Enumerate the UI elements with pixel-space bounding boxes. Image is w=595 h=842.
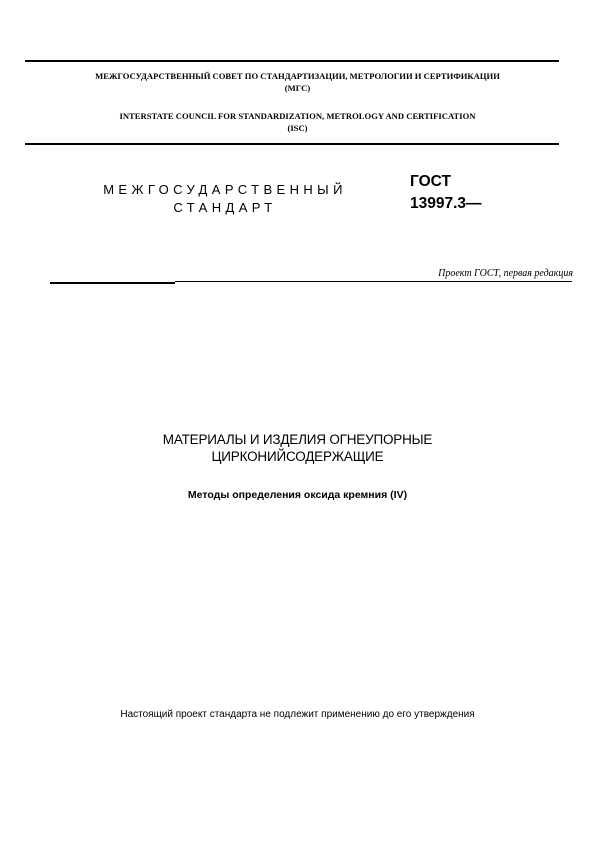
- header-rule: [25, 143, 559, 145]
- draft-notice: Настоящий проект стандарта не подлежит применению до его утверждения: [120, 709, 475, 720]
- document-title-line1: МАТЕРИАЛЫ И ИЗДЕЛИЯ ОГНЕУПОРНЫЕ: [162, 432, 433, 447]
- council-en-abbr: (ISC): [287, 123, 308, 133]
- council-ru: МЕЖГОСУДАРСТВЕННЫЙ СОВЕТ ПО СТАНДАРТИЗАЦИИ, МЕТРОЛОГИИ И СЕРТИФИКАЦИИ: [95, 71, 500, 81]
- document-subtitle: Методы определения оксида кремния (IV): [187, 489, 408, 501]
- gost-number: 13997.3—: [410, 195, 482, 212]
- draft-note: Проект ГОСТ, первая редакция: [438, 268, 573, 279]
- top-rule: [25, 60, 559, 62]
- draft-rule: [175, 281, 572, 282]
- draft-rule-thick: [50, 282, 175, 284]
- standard-kind-line1: МЕЖГОСУДАРСТВЕННЫЙ: [103, 182, 347, 197]
- council-en: INTERSTATE COUNCIL FOR STANDARDIZATION, METROLOGY AND CERTIFICATION: [119, 111, 476, 121]
- standard-kind-line2: СТАНДАРТ: [173, 200, 277, 215]
- council-ru-abbr: (МГС): [284, 83, 311, 93]
- document-title-line2: ЦИРКОНИЙСОДЕРЖАЩИЕ: [211, 449, 384, 464]
- gost-label: ГОСТ: [410, 173, 451, 190]
